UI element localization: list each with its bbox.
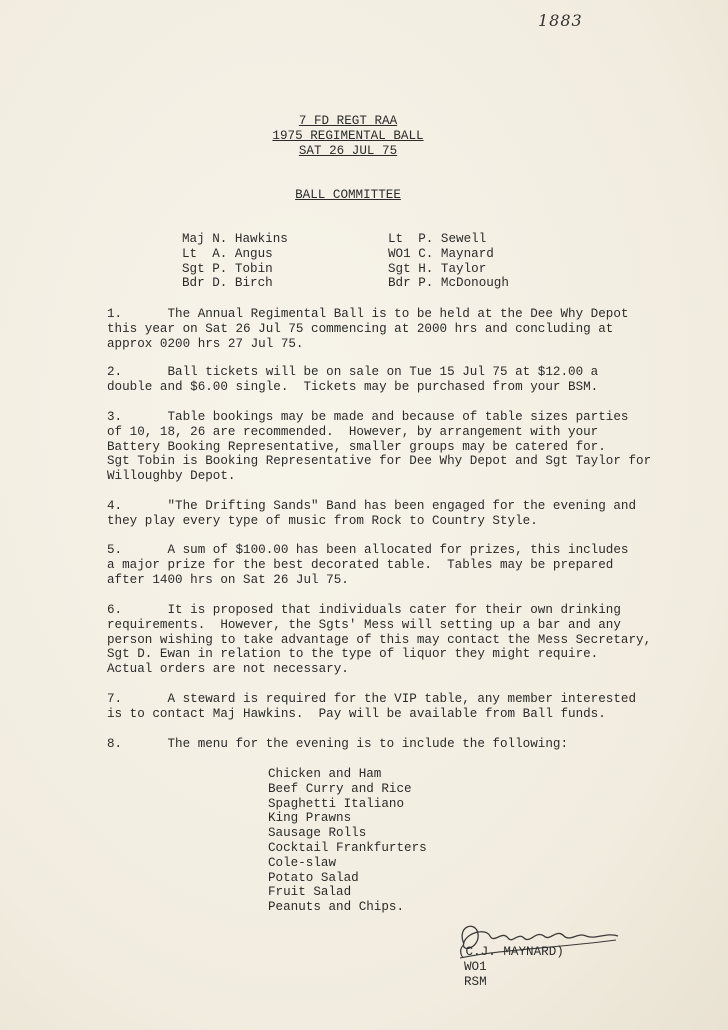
committee-member: Sgt P. Tobin bbox=[182, 261, 273, 276]
committee-row bbox=[182, 276, 582, 291]
committee-member: Lt A. Angus bbox=[182, 246, 273, 261]
event-heading: 1975 REGIMENTAL BALL bbox=[272, 129, 424, 143]
menu-item: Potato Salad bbox=[268, 870, 359, 885]
committee-row bbox=[182, 232, 582, 247]
paragraph-8: 8. The menu for the evening is to include the following: bbox=[107, 737, 569, 751]
signatory-rank: WO1 bbox=[464, 960, 487, 974]
menu-item: Cole-slaw bbox=[268, 855, 337, 870]
committee-list bbox=[182, 232, 582, 291]
committee-member: Maj N. Hawkins bbox=[182, 232, 288, 246]
committee-member: WO1 C. Maynard bbox=[388, 246, 494, 261]
committee-heading: BALL COMMITTEE bbox=[295, 188, 401, 202]
paragraph-7: 7. A steward is required for the VIP table, any member interested is to contact Maj Hawkins. Pay will be available from Ball funds. bbox=[107, 692, 637, 721]
committee-row bbox=[182, 262, 582, 277]
menu-item: Sausage Rolls bbox=[268, 826, 367, 841]
paragraph-2: 2. Ball tickets will be on sale on Tue 15 Jul 75 at $12.00 a double and $6.00 single. Tickets may be purchased from your BSM. bbox=[107, 365, 599, 394]
menu-list bbox=[268, 767, 568, 915]
paragraph-5: 5. A sum of $100.00 has been allocated for prizes, this includes a major prize for the best decorated table. Tables may be prepared after 1400 hrs on Sat 26 Jul 75. bbox=[107, 543, 629, 587]
menu-item: King Prawns bbox=[268, 811, 352, 826]
date-heading: SAT 26 JUL 75 bbox=[298, 144, 398, 158]
menu-item: Chicken and Ham bbox=[268, 767, 382, 781]
menu-item: Cocktail Frankfurters bbox=[268, 840, 427, 855]
menu-item: Spaghetti Italiano bbox=[268, 796, 405, 811]
handwritten-annotation: 1883 bbox=[538, 11, 583, 30]
paragraph-1: 1. The Annual Regimental Ball is to be held at the Dee Why Depot this year on Sat 26 Jul 75 commencing at 2000 hrs and concluding at approx 0200 hrs 27 Jul 75. bbox=[107, 307, 629, 351]
paragraph-3: 3. Table bookings may be made and because of table sizes parties of 10, 18, 26 are recommended. However, by arrangement with your Battery Booking Representative, smaller groups may be catered for. Sgt Tobin is Booking Representative for Dee Why Depot and Sgt Taylor for Willoughby Depot. bbox=[107, 410, 652, 484]
signatory-name: (C.J. MAYNARD) bbox=[458, 945, 564, 959]
committee-member: Bdr D. Birch bbox=[182, 276, 273, 291]
committee-member: Bdr P. McDonough bbox=[388, 276, 509, 291]
committee-row bbox=[182, 247, 582, 262]
menu-item: Fruit Salad bbox=[268, 885, 352, 900]
committee-member: Lt P. Sewell bbox=[388, 232, 487, 246]
paragraph-6: 6. It is proposed that individuals cater for their own drinking requirements. However, the Sgts' Mess will setting up a bar and any person wishing to take advantage of this may contact the Mess Secretary, Sgt D. Ewan in relation to the type of liquor they might require. Actual orders are not necessary. bbox=[107, 603, 652, 677]
committee-member: Sgt H. Taylor bbox=[388, 261, 487, 276]
menu-item: Beef Curry and Rice bbox=[268, 781, 412, 796]
menu-item: Peanuts and Chips. bbox=[268, 900, 405, 915]
paragraph-4: 4. "The Drifting Sands" Band has been engaged for the evening and they play every type of music from Rock to Country Style. bbox=[107, 499, 637, 528]
signatory-title: RSM bbox=[464, 975, 487, 989]
unit-heading: 7 FD REGT RAA bbox=[298, 114, 398, 128]
